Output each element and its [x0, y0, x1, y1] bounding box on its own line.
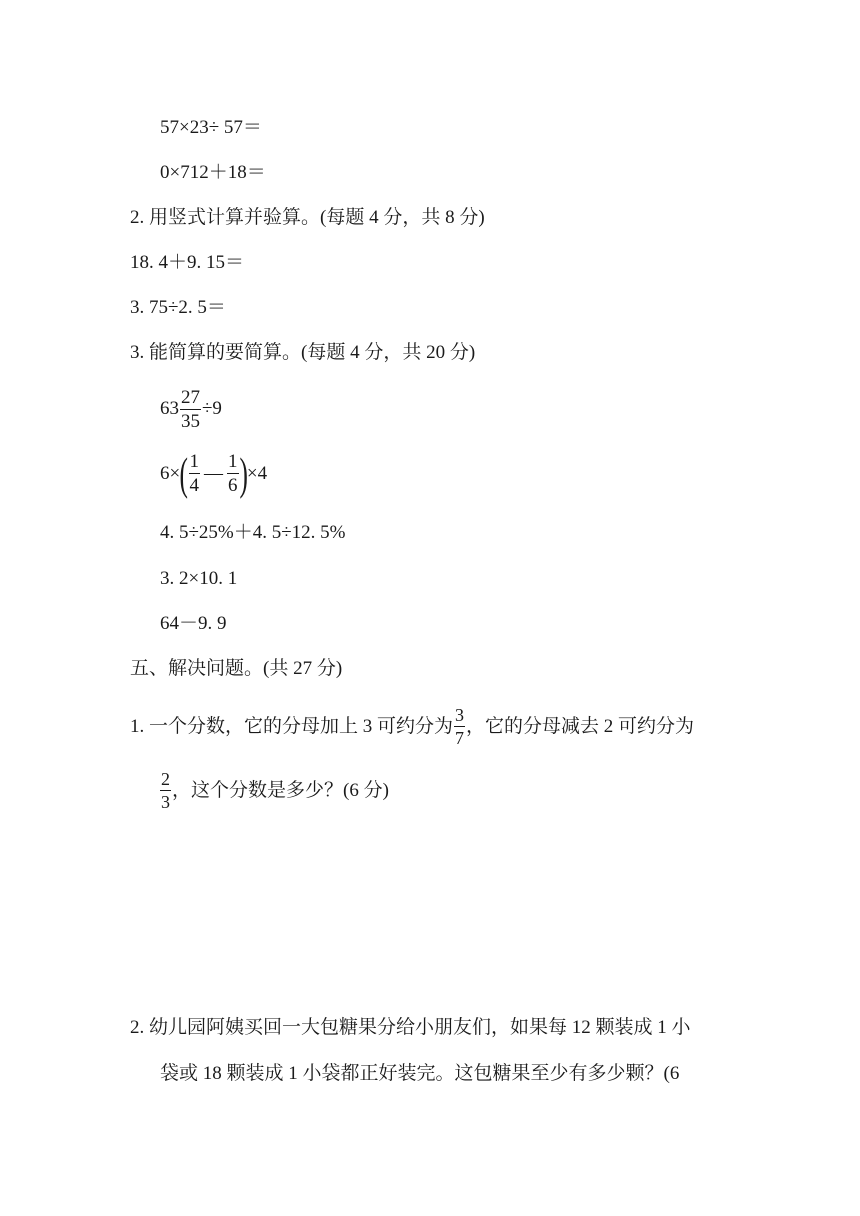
expr2-op: —	[204, 463, 224, 484]
right-paren: )	[238, 447, 248, 499]
problem-1-line-2	[159, 770, 389, 811]
p1-fraction-a	[454, 706, 465, 747]
problem-1-line-1	[130, 706, 694, 747]
expr2-frac-1	[189, 452, 201, 495]
vertical-calc-1: 18. 4＋9. 15＝	[130, 252, 245, 273]
expr2-f1-den: 4	[189, 475, 200, 496]
expr2-wrap	[160, 447, 268, 499]
p1-text-c: ，这个分数是多少？(6 分)	[172, 780, 389, 801]
simplify-expr-4: 3. 2×10. 1	[160, 568, 238, 589]
expr1-den: 35	[181, 411, 200, 432]
expr2-tail: ×4	[246, 463, 268, 484]
p1-frac-b-den: 3	[161, 792, 170, 812]
simplify-expr-5: 64－9. 9	[160, 613, 227, 634]
expr1-fraction	[180, 388, 201, 431]
p1-text-b: ，它的分母减去 2 可约分为	[466, 716, 695, 737]
expr1-lead: 63	[160, 397, 179, 419]
simplify-expr-3: 4. 5÷25%＋4. 5÷12. 5%	[160, 522, 346, 543]
expr2-lead: 6×	[160, 463, 181, 484]
expr2-f2-num: 1	[228, 451, 238, 472]
p1-text-a: 1. 一个分数，它的分母加上 3 可约分为	[130, 716, 454, 737]
simplify-expr-1	[160, 388, 222, 431]
simplify-expr-2	[160, 447, 268, 499]
p1-fraction-b	[160, 770, 171, 811]
p1-frac-a-num: 3	[455, 705, 465, 725]
expr2-frac-2	[227, 452, 239, 495]
section-5-heading: 五、解决问题。(共 27 分)	[130, 658, 343, 679]
problem-2-line-2: 袋或 18 颗装成 1 小袋都正好装完。这包糖果至少有多少颗？(6	[160, 1063, 680, 1084]
expr1-tail: ÷9	[202, 397, 222, 419]
oral-calc-1: 57×23÷ 57＝	[160, 117, 262, 138]
p1-frac-a-den: 7	[455, 728, 465, 748]
vertical-calc-2: 3. 75÷2. 5＝	[130, 297, 226, 318]
section-2-heading: 2. 用竖式计算并验算。(每题 4 分，共 8 分)	[130, 207, 485, 228]
oral-calc-2: 0×712＋18＝	[160, 162, 266, 183]
expr2-f1-num: 1	[189, 451, 200, 472]
section-3-heading: 3. 能简算的要简算。(每题 4 分，共 20 分)	[130, 342, 476, 363]
problem-2-line-1: 2. 幼儿园阿姨买回一大包糖果分给小朋友们，如果每 12 颗装成 1 小	[130, 1017, 691, 1038]
p1-frac-b-num: 2	[161, 769, 170, 789]
left-paren: (	[179, 447, 189, 499]
expr2-f2-den: 6	[228, 475, 238, 496]
expr1-num: 27	[181, 387, 200, 408]
